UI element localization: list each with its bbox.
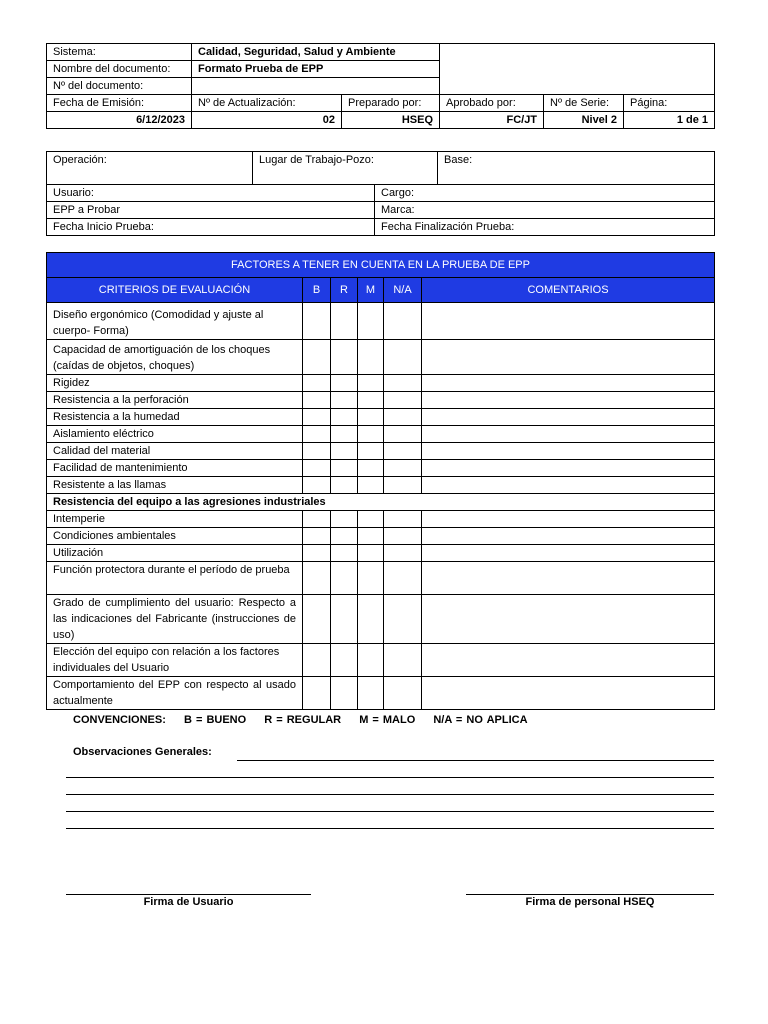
observations-label: Observaciones Generales:: [73, 746, 212, 758]
hseq-signature-line[interactable]: [466, 894, 714, 895]
cell-comment[interactable]: [422, 562, 715, 595]
cell-na[interactable]: [384, 426, 422, 443]
cell-na[interactable]: [384, 303, 422, 340]
col-b: B: [303, 278, 331, 303]
preparado-value: HSEQ: [342, 112, 440, 129]
cell-na[interactable]: [384, 644, 422, 677]
cell-na[interactable]: [384, 375, 422, 392]
cell-m[interactable]: [358, 562, 384, 595]
usuario-field[interactable]: Usuario:: [47, 185, 375, 202]
table-row: [47, 460, 715, 477]
cell-m[interactable]: [358, 460, 384, 477]
cell-r[interactable]: [331, 303, 358, 340]
cell-comment[interactable]: [422, 375, 715, 392]
table-row: [47, 545, 715, 562]
cell-na[interactable]: [384, 677, 422, 710]
criterion-label: Resistente a las llamas: [47, 477, 303, 494]
convention-m: M = MALO: [359, 714, 416, 726]
cell-r[interactable]: [331, 677, 358, 710]
cell-b[interactable]: [303, 511, 331, 528]
cell-b[interactable]: [303, 545, 331, 562]
cell-r[interactable]: [331, 562, 358, 595]
cell-r[interactable]: [331, 545, 358, 562]
observation-line[interactable]: [66, 828, 714, 829]
nombre-label: Nombre del documento:: [47, 61, 192, 78]
cell-m[interactable]: [358, 303, 384, 340]
cell-r[interactable]: [331, 460, 358, 477]
cell-b[interactable]: [303, 595, 331, 644]
conventions-label: CONVENCIONES:: [73, 714, 166, 726]
numero-label: Nº del documento:: [47, 78, 192, 95]
cell-na[interactable]: [384, 340, 422, 375]
cell-m[interactable]: [358, 392, 384, 409]
cell-b[interactable]: [303, 340, 331, 375]
pagina-label: Página:: [624, 95, 715, 112]
aprobado-label: Aprobado por:: [440, 95, 544, 112]
fecha-inicio-field[interactable]: Fecha Inicio Prueba:: [47, 219, 375, 236]
criteria-table: [46, 252, 715, 710]
conventions: [73, 714, 542, 726]
serie-label: Nº de Serie:: [544, 95, 624, 112]
cargo-field[interactable]: Cargo:: [375, 185, 715, 202]
col-na: N/A: [384, 278, 422, 303]
criteria-title: FACTORES A TENER EN CUENTA EN LA PRUEBA DE EPP: [47, 253, 715, 278]
fecha-label: Fecha de Emisión:: [47, 95, 192, 112]
cell-m[interactable]: [358, 595, 384, 644]
col-r: R: [331, 278, 358, 303]
criterion-label: Elección del equipo con relación a los factores individuales del Usuario: [47, 644, 303, 677]
table-row: [47, 511, 715, 528]
table-row: [47, 595, 715, 644]
criterion-label: Resistencia a la perforación: [47, 392, 303, 409]
preparado-label: Preparado por:: [342, 95, 440, 112]
cell-r[interactable]: [331, 426, 358, 443]
observation-line[interactable]: [66, 811, 714, 812]
cell-comment[interactable]: [422, 460, 715, 477]
cell-na[interactable]: [384, 460, 422, 477]
table-row: [47, 375, 715, 392]
table-row: [47, 562, 715, 595]
convention-na: N/A = NO APLICA: [433, 714, 528, 726]
cell-m[interactable]: [358, 443, 384, 460]
cell-m[interactable]: [358, 528, 384, 545]
cell-comment[interactable]: [422, 511, 715, 528]
cell-comment[interactable]: [422, 595, 715, 644]
table-row: [47, 426, 715, 443]
observation-line[interactable]: [66, 777, 714, 778]
cell-na[interactable]: [384, 443, 422, 460]
table-row: [47, 644, 715, 677]
cell-b[interactable]: [303, 426, 331, 443]
cell-na[interactable]: [384, 545, 422, 562]
table-row: [47, 477, 715, 494]
cell-b[interactable]: [303, 409, 331, 426]
cell-b[interactable]: [303, 303, 331, 340]
serie-value: Nivel 2: [544, 112, 624, 129]
actualizacion-value: 02: [192, 112, 342, 129]
cell-m[interactable]: [358, 375, 384, 392]
base-field[interactable]: Base:: [438, 152, 715, 185]
cell-na[interactable]: [384, 409, 422, 426]
cell-r[interactable]: [331, 644, 358, 677]
cell-na[interactable]: [384, 392, 422, 409]
criterion-label: Función protectora durante el período de prueba: [47, 562, 303, 595]
cell-b[interactable]: [303, 677, 331, 710]
nombre-value: Formato Prueba de EPP: [192, 61, 440, 78]
cell-b[interactable]: [303, 528, 331, 545]
cell-b[interactable]: [303, 392, 331, 409]
logo-area: [440, 44, 715, 95]
cell-r[interactable]: [331, 375, 358, 392]
criterion-label: Calidad del material: [47, 443, 303, 460]
cell-na[interactable]: [384, 477, 422, 494]
cell-r[interactable]: [331, 595, 358, 644]
fecha-fin-field[interactable]: Fecha Finalización Prueba:: [375, 219, 715, 236]
cell-b[interactable]: [303, 644, 331, 677]
sistema-value: Calidad, Seguridad, Salud y Ambiente: [192, 44, 440, 61]
cell-na[interactable]: [384, 528, 422, 545]
observation-line[interactable]: [237, 760, 714, 761]
cell-comment[interactable]: [422, 477, 715, 494]
cell-m[interactable]: [358, 409, 384, 426]
cell-comment[interactable]: [422, 409, 715, 426]
criterion-label: Aislamiento eléctrico: [47, 426, 303, 443]
cell-r[interactable]: [331, 477, 358, 494]
cell-na[interactable]: [384, 511, 422, 528]
cell-comment[interactable]: [422, 528, 715, 545]
cell-r[interactable]: [331, 392, 358, 409]
sistema-label: Sistema:: [47, 44, 192, 61]
cell-r[interactable]: [331, 511, 358, 528]
cell-r[interactable]: [331, 528, 358, 545]
cell-m[interactable]: [358, 426, 384, 443]
convention-b: B = BUENO: [183, 714, 247, 726]
fecha-value: 6/12/2023: [47, 112, 192, 129]
table-row: [47, 677, 715, 710]
criterion-label: Condiciones ambientales: [47, 528, 303, 545]
cell-b[interactable]: [303, 443, 331, 460]
cell-na[interactable]: [384, 595, 422, 644]
cell-comment[interactable]: [422, 545, 715, 562]
cell-comment[interactable]: [422, 677, 715, 710]
cell-comment[interactable]: [422, 303, 715, 340]
table-row: [47, 494, 715, 511]
section-heading: Resistencia del equipo a las agresiones industriales: [47, 494, 715, 511]
criterion-label: Utilización: [47, 545, 303, 562]
test-info: [46, 151, 715, 236]
table-row: [47, 392, 715, 409]
marca-field[interactable]: Marca:: [375, 202, 715, 219]
cell-r[interactable]: [331, 443, 358, 460]
document-header: [46, 43, 715, 129]
cell-b[interactable]: [303, 562, 331, 595]
cell-comment[interactable]: [422, 340, 715, 375]
cell-m[interactable]: [358, 644, 384, 677]
criterion-label: Diseño ergonómico (Comodidad y ajuste al cuerpo- Forma): [47, 303, 303, 340]
table-row: [47, 303, 715, 340]
actualizacion-label: Nº de Actualización:: [192, 95, 342, 112]
cell-m[interactable]: [358, 545, 384, 562]
operacion-field[interactable]: Operación:: [47, 152, 253, 185]
cell-m[interactable]: [358, 677, 384, 710]
cell-m[interactable]: [358, 511, 384, 528]
table-row: [47, 443, 715, 460]
table-row: [47, 340, 715, 375]
cell-comment[interactable]: [422, 644, 715, 677]
col-criterios: CRITERIOS DE EVALUACIÓN: [47, 278, 303, 303]
cell-m[interactable]: [358, 340, 384, 375]
cell-m[interactable]: [358, 477, 384, 494]
criterion-label: Comportamiento del EPP con respecto al usado actualmente: [47, 677, 303, 710]
cell-na[interactable]: [384, 562, 422, 595]
cell-comment[interactable]: [422, 392, 715, 409]
aprobado-value: FC/JT: [440, 112, 544, 129]
pagina-value: 1 de 1: [624, 112, 715, 129]
criterion-label: Grado de cumplimiento del usuario: Respecto a las indicaciones del Fabricante (instrucciones de uso): [47, 595, 303, 644]
criterion-label: Capacidad de amortiguación de los choques (caídas de objetos, choques): [47, 340, 303, 375]
lugar-field[interactable]: Lugar de Trabajo-Pozo:: [253, 152, 438, 185]
cell-b[interactable]: [303, 375, 331, 392]
criterion-label: Intemperie: [47, 511, 303, 528]
numero-value[interactable]: [192, 78, 440, 95]
table-row: [47, 528, 715, 545]
cell-comment[interactable]: [422, 443, 715, 460]
criterion-label: Resistencia a la humedad: [47, 409, 303, 426]
observation-line[interactable]: [66, 794, 714, 795]
hseq-signature-label: Firma de personal HSEQ: [525, 896, 655, 908]
col-m: M: [358, 278, 384, 303]
epp-field[interactable]: EPP a Probar: [47, 202, 375, 219]
user-signature-label: Firma de Usuario: [143, 896, 234, 908]
cell-r[interactable]: [331, 409, 358, 426]
cell-comment[interactable]: [422, 426, 715, 443]
criterion-label: Facilidad de mantenimiento: [47, 460, 303, 477]
table-row: [47, 409, 715, 426]
cell-r[interactable]: [331, 340, 358, 375]
cell-b[interactable]: [303, 477, 331, 494]
convention-r: R = REGULAR: [264, 714, 342, 726]
cell-b[interactable]: [303, 460, 331, 477]
criterion-label: Rigidez: [47, 375, 303, 392]
col-comentarios: COMENTARIOS: [422, 278, 715, 303]
user-signature-line[interactable]: [66, 894, 311, 895]
